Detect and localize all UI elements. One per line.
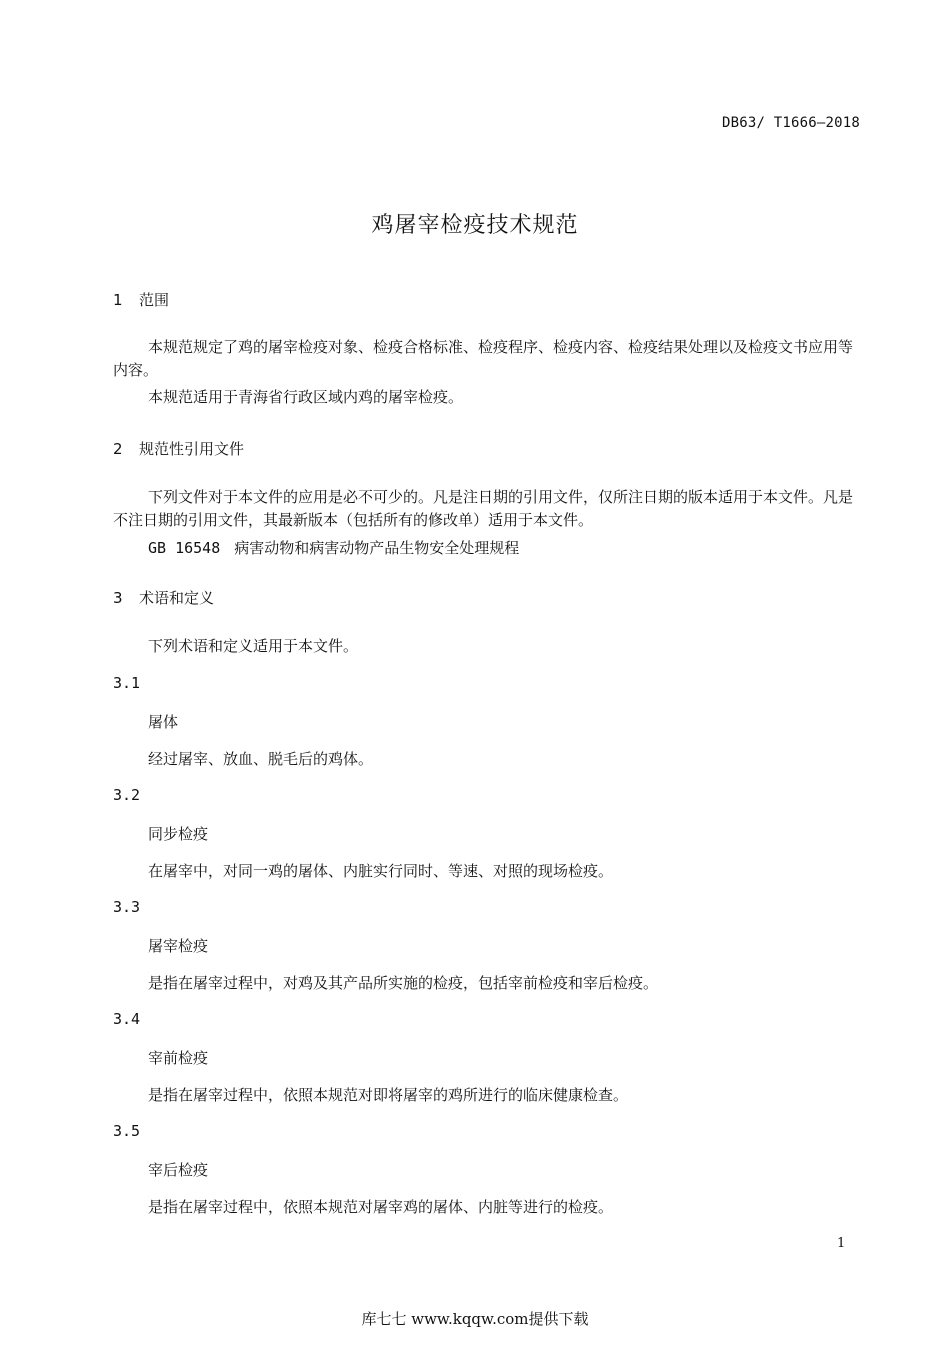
section-2-heading	[113, 438, 244, 459]
normative-reference	[148, 537, 519, 558]
reference-title: 病害动物和病害动物产品生物安全处理规程	[234, 539, 520, 557]
term-name: 宰后检疫	[148, 1161, 209, 1179]
term-name: 屠体	[148, 713, 179, 731]
section-1-heading	[113, 289, 169, 310]
section-title: 范围	[139, 291, 170, 309]
term-number: 3.2	[113, 786, 141, 804]
term-number: 3.3	[113, 898, 141, 916]
page-number: 1	[837, 1236, 846, 1251]
section-1-paragraph-2: 本规范适用于青海省行政区域内鸡的屠宰检疫。	[148, 388, 464, 406]
term-definition: 是指在屠宰过程中，依照本规范对屠宰鸡的屠体、内脏等进行的检疫。	[148, 1198, 614, 1216]
section-3-heading	[113, 587, 214, 608]
term-definition: 是指在屠宰过程中，对鸡及其产品所实施的检疫，包括宰前检疫和宰后检疫。	[148, 974, 659, 992]
term-number: 3.5	[113, 1122, 141, 1140]
term-name: 同步检疫	[148, 825, 209, 843]
term-number: 3.1	[113, 674, 141, 692]
download-footer: 库七七 www.kqqw.com提供下载	[361, 1310, 589, 1328]
section-number: 1	[113, 291, 123, 309]
document-title: 鸡屠宰检疫技术规范	[371, 213, 579, 238]
term-definition: 在屠宰中，对同一鸡的屠体、内脏实行同时、等速、对照的现场检疫。	[148, 862, 614, 880]
section-1-paragraph-1: 本规范规定了鸡的屠宰检疫对象、检疫合格标准、检疫程序、检疫内容、检疫结果处理以及检疫文书应用等内容。	[113, 338, 854, 379]
section-2-paragraph-1: 下列文件对于本文件的应用是必不可少的。凡是注日期的引用文件，仅所注日期的版本适用于本文件。凡是不注日期的引用文件，其最新版本（包括所有的修改单）适用于本文件。	[113, 488, 854, 529]
term-definition: 是指在屠宰过程中，依照本规范对即将屠宰的鸡所进行的临床健康检查。	[148, 1086, 629, 1104]
term-definition: 经过屠宰、放血、脱毛后的鸡体。	[148, 750, 374, 768]
term-number: 3.4	[113, 1010, 141, 1028]
reference-code: GB 16548	[148, 539, 221, 557]
term-name: 屠宰检疫	[148, 937, 209, 955]
term-name: 宰前检疫	[148, 1049, 209, 1067]
section-3-intro: 下列术语和定义适用于本文件。	[148, 637, 359, 655]
section-number: 2	[113, 440, 123, 458]
standard-code: DB63/ T1666—2018	[721, 115, 860, 131]
section-title: 术语和定义	[139, 589, 215, 607]
section-title: 规范性引用文件	[139, 440, 245, 458]
section-number: 3	[113, 589, 123, 607]
